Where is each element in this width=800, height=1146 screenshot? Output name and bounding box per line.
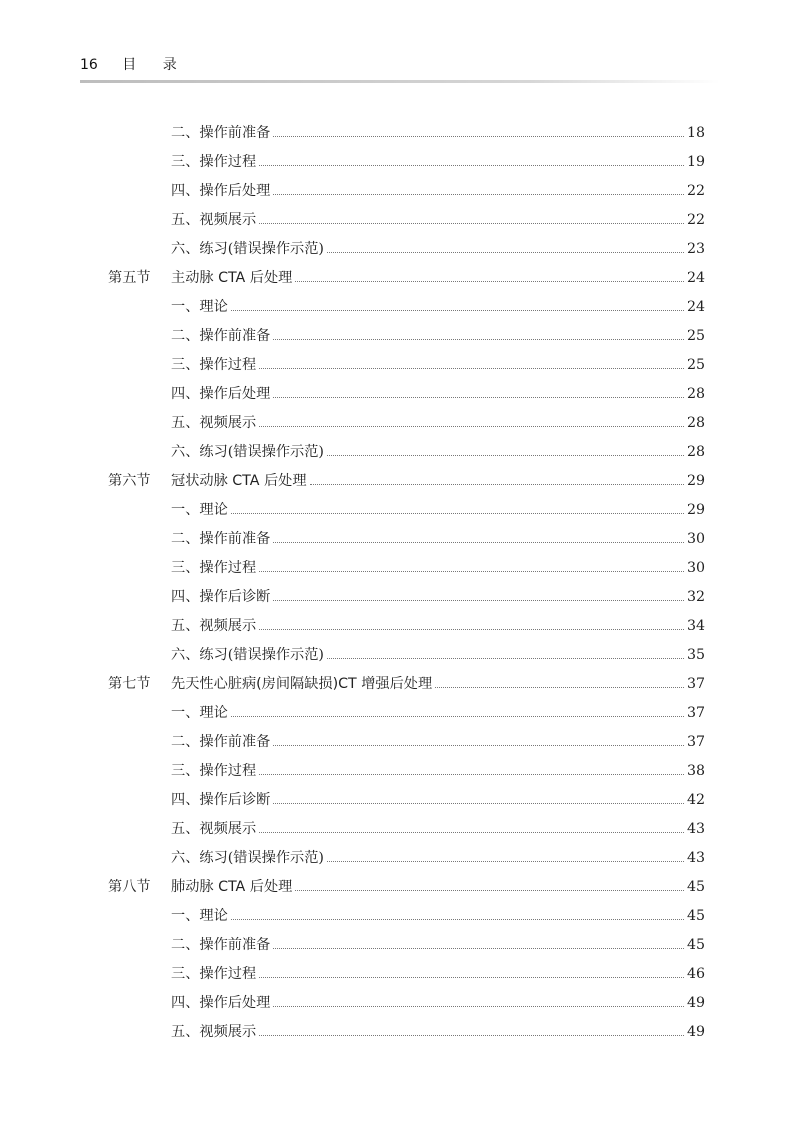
toc-page-number: 28 (686, 385, 705, 402)
toc-section-label: 第七节 (108, 675, 151, 692)
toc-dot-leader (259, 426, 684, 427)
toc-entry-title: 肺动脉 CTA 后处理 (171, 878, 293, 895)
toc-section-row (0, 465, 800, 494)
toc-dot-leader (231, 716, 684, 717)
toc-dot-leader (295, 890, 684, 891)
toc-entry (171, 412, 705, 432)
toc-entry-title: 一、理论 (171, 298, 228, 315)
toc-entry (171, 760, 705, 780)
toc-item-row (0, 1016, 800, 1045)
toc-entry-title: 一、理论 (171, 704, 228, 721)
toc-entry (171, 151, 705, 171)
toc-item-row (0, 726, 800, 755)
toc-entry-title: 三、操作过程 (171, 559, 257, 576)
toc-entry-title: 三、操作过程 (171, 965, 257, 982)
toc-page-number: 35 (686, 646, 705, 663)
toc-entry-title: 五、视频展示 (171, 414, 257, 431)
toc-dot-leader (259, 832, 684, 833)
toc-entry (171, 499, 705, 519)
toc-item-row (0, 204, 800, 233)
toc-dot-leader (273, 397, 684, 398)
toc-entry-title: 二、操作前准备 (171, 124, 271, 141)
toc-item-row (0, 494, 800, 523)
toc-entry (171, 731, 705, 751)
toc-entry (171, 615, 705, 635)
toc-entry-title: 三、操作过程 (171, 356, 257, 373)
toc-section-row (0, 262, 800, 291)
toc-dot-leader (327, 455, 684, 456)
toc-page-number: 23 (686, 240, 705, 257)
toc-dot-leader (273, 339, 684, 340)
toc-item-row (0, 610, 800, 639)
toc-item-row (0, 436, 800, 465)
toc-page-number: 22 (686, 211, 705, 228)
toc-page-number: 37 (686, 733, 705, 750)
toc-dot-leader (435, 687, 684, 688)
toc-entry-title: 四、操作后处理 (171, 385, 271, 402)
toc-entry-title: 先天性心脏病(房间隔缺损)CT 增强后处理 (171, 675, 433, 692)
toc-page-number: 38 (686, 762, 705, 779)
toc-page-number: 45 (686, 878, 705, 895)
toc-page-number: 24 (686, 269, 705, 286)
header-title-char-2: 录 (162, 57, 177, 73)
toc-entry (171, 673, 705, 693)
toc-entry (171, 702, 705, 722)
toc-page-number: 25 (686, 327, 705, 344)
toc-item-row (0, 958, 800, 987)
toc-item-row (0, 552, 800, 581)
toc-item-row (0, 784, 800, 813)
toc-item-row (0, 523, 800, 552)
toc-entry-title: 二、操作前准备 (171, 936, 271, 953)
toc-entry-title: 六、练习(错误操作示范) (171, 646, 324, 663)
toc-dot-leader (259, 165, 684, 166)
toc-entry (171, 644, 705, 664)
toc-item-row (0, 320, 800, 349)
toc-entry (171, 905, 705, 925)
toc-item-row (0, 349, 800, 378)
toc-dot-leader (259, 368, 684, 369)
toc-item-row (0, 378, 800, 407)
toc-dot-leader (273, 542, 684, 543)
toc-dot-leader (259, 977, 684, 978)
toc-section-label: 第五节 (108, 269, 151, 286)
toc-dot-leader (259, 629, 684, 630)
toc-item-row (0, 813, 800, 842)
toc-item-row (0, 755, 800, 784)
toc-dot-leader (259, 571, 684, 572)
toc-entry-title: 六、练习(错误操作示范) (171, 443, 324, 460)
toc-entry-title: 四、操作后处理 (171, 994, 271, 1011)
toc-item-row (0, 407, 800, 436)
toc-dot-leader (327, 252, 684, 253)
toc-entry-title: 二、操作前准备 (171, 530, 271, 547)
toc-entry-title: 冠状动脉 CTA 后处理 (171, 472, 307, 489)
toc-dot-leader (273, 194, 684, 195)
toc-item-row (0, 233, 800, 262)
toc-entry (171, 847, 705, 867)
toc-entry-title: 三、操作过程 (171, 762, 257, 779)
toc-entry-title: 一、理论 (171, 907, 228, 924)
toc-entry (171, 818, 705, 838)
toc-item-row (0, 581, 800, 610)
toc-page-number: 19 (686, 153, 705, 170)
toc-entry-title: 五、视频展示 (171, 617, 257, 634)
toc-dot-leader (295, 281, 684, 282)
toc-entry-title: 二、操作前准备 (171, 327, 271, 344)
toc-page-number: 32 (686, 588, 705, 605)
toc-entry (171, 325, 705, 345)
toc-entry (171, 470, 705, 490)
toc-page-number: 29 (686, 501, 705, 518)
toc-entry (171, 238, 705, 258)
toc-dot-leader (231, 310, 684, 311)
toc-entry-title: 六、练习(错误操作示范) (171, 240, 324, 257)
toc-page-number: 49 (686, 994, 705, 1011)
toc-page-number: 46 (686, 965, 705, 982)
toc-page-number: 28 (686, 443, 705, 460)
toc-dot-leader (231, 919, 684, 920)
toc-entry (171, 557, 705, 577)
toc-entry (171, 876, 705, 896)
toc-dot-leader (273, 136, 684, 137)
toc-entry (171, 354, 705, 374)
toc-entry-title: 五、视频展示 (171, 1023, 257, 1040)
toc-entry-title: 主动脉 CTA 后处理 (171, 269, 293, 286)
toc-entry-title: 三、操作过程 (171, 153, 257, 170)
toc-dot-leader (327, 861, 684, 862)
toc-entry-title: 五、视频展示 (171, 211, 257, 228)
toc-page-number: 18 (686, 124, 705, 141)
toc-page-number: 37 (686, 675, 705, 692)
toc-entry (171, 267, 705, 287)
toc-entry-title: 一、理论 (171, 501, 228, 518)
toc-page-number: 49 (686, 1023, 705, 1040)
toc-dot-leader (327, 658, 684, 659)
toc-dot-leader (273, 745, 684, 746)
toc-item-row (0, 900, 800, 929)
toc-section-row (0, 871, 800, 900)
header-title-char-1: 目 (122, 57, 137, 73)
toc-entry (171, 586, 705, 606)
toc-page-number: 45 (686, 907, 705, 924)
toc-page-number: 22 (686, 182, 705, 199)
toc-dot-leader (259, 774, 684, 775)
toc-dot-leader (273, 803, 684, 804)
toc-item-row (0, 697, 800, 726)
toc-dot-leader (273, 948, 684, 949)
toc-section-label: 第六节 (108, 472, 151, 489)
toc-entry (171, 122, 705, 142)
toc-section-row (0, 668, 800, 697)
toc-entry (171, 441, 705, 461)
toc-entry (171, 1021, 705, 1041)
toc-entry-title: 二、操作前准备 (171, 733, 271, 750)
toc-item-row (0, 291, 800, 320)
toc-page-number: 43 (686, 820, 705, 837)
toc-entry (171, 209, 705, 229)
toc-entry-title: 四、操作后处理 (171, 182, 271, 199)
toc-entry (171, 992, 705, 1012)
toc-page-number: 30 (686, 559, 705, 576)
toc-page-number: 24 (686, 298, 705, 315)
toc-page-number: 25 (686, 356, 705, 373)
toc-dot-leader (310, 484, 684, 485)
toc-entry (171, 963, 705, 983)
toc-entry (171, 180, 705, 200)
header-rule (80, 80, 720, 83)
toc-entry (171, 789, 705, 809)
toc-item-row (0, 117, 800, 146)
toc-item-row (0, 146, 800, 175)
toc-page-number: 29 (686, 472, 705, 489)
toc-item-row (0, 175, 800, 204)
toc-page-number: 30 (686, 530, 705, 547)
toc-item-row (0, 929, 800, 958)
toc-section-label: 第八节 (108, 878, 151, 895)
toc-page-number: 45 (686, 936, 705, 953)
running-header (80, 54, 177, 74)
header-page-number: 16 (80, 57, 98, 73)
toc-entry-title: 六、练习(错误操作示范) (171, 849, 324, 866)
toc-page-number: 42 (686, 791, 705, 808)
toc-page-number: 37 (686, 704, 705, 721)
toc-page-number: 43 (686, 849, 705, 866)
toc-dot-leader (273, 1006, 684, 1007)
toc-item-row (0, 987, 800, 1016)
toc-dot-leader (259, 1035, 684, 1036)
toc-entry (171, 528, 705, 548)
toc-dot-leader (273, 600, 684, 601)
toc-entry-title: 四、操作后诊断 (171, 588, 271, 605)
toc-item-row (0, 842, 800, 871)
toc-item-row (0, 639, 800, 668)
toc-dot-leader (231, 513, 684, 514)
toc-page-number: 34 (686, 617, 705, 634)
toc-entry-title: 五、视频展示 (171, 820, 257, 837)
toc-dot-leader (259, 223, 684, 224)
toc-entry-title: 四、操作后诊断 (171, 791, 271, 808)
toc-entry (171, 383, 705, 403)
toc-page-number: 28 (686, 414, 705, 431)
toc-entry (171, 934, 705, 954)
toc-entry (171, 296, 705, 316)
